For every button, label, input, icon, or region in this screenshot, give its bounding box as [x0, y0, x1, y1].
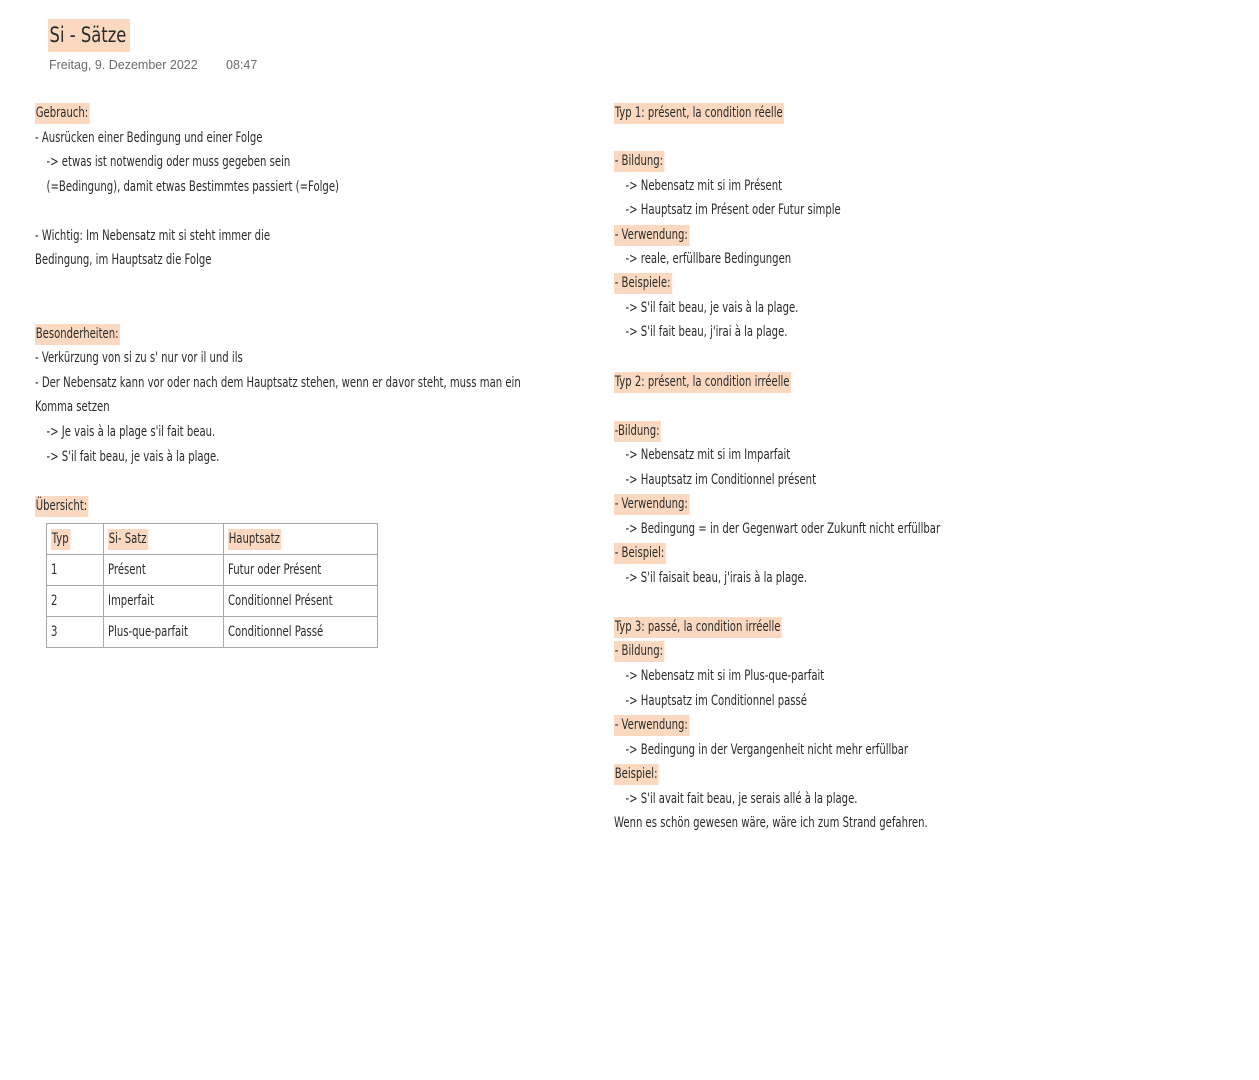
typ2-bildung-line: -> Hauptsatz im Conditionnel présent	[625, 472, 817, 488]
table-cell: Conditionnel Passé	[224, 617, 378, 648]
typ3-heading: Typ 3: passé, la condition irréelle	[614, 615, 782, 639]
typ2-verwendung-line: -> Bedingung = in der Gegenwart oder Zukunft nicht erfüllbar	[625, 521, 941, 537]
gebrauch-heading: Gebrauch:	[35, 101, 90, 125]
typ1-beispiele-label: - Beispiele:	[614, 271, 672, 295]
typ3-bildung-line: -> Nebensatz mit si im Plus-que-parfait	[625, 668, 825, 684]
typ2-bildung-line: -> Nebensatz mit si im Imparfait	[625, 447, 791, 463]
typ1-heading: Typ 1: présent, la condition réelle	[614, 101, 784, 125]
besonderheiten-example: -> S'il fait beau, je vais à la plage.	[46, 449, 220, 465]
typ2-verwendung-label: - Verwendung:	[614, 492, 689, 516]
table-cell: 2	[47, 586, 104, 617]
table-header-cell: Typ	[47, 524, 104, 555]
page-time: 08:47	[226, 58, 258, 72]
typ3-beispiel-label: Beispiel:	[614, 762, 659, 786]
typ2-bildung-label: -Bildung:	[614, 419, 661, 443]
typ1-bildung-line: -> Hauptsatz im Présent oder Futur simple	[625, 202, 841, 218]
table-cell: 3	[47, 617, 104, 648]
table-row	[47, 617, 378, 648]
table-cell: Futur oder Présent	[224, 555, 378, 586]
typ2-heading: Typ 2: présent, la condition irréelle	[614, 370, 791, 394]
table-header-row	[47, 524, 378, 555]
typ3-verwendung-line: -> Bedingung in der Vergangenheit nicht mehr erfüllbar	[625, 742, 909, 758]
typ1-verwendung-line: -> reale, erfüllbare Bedingungen	[625, 251, 792, 267]
page-date: Freitag, 9. Dezember 2022	[49, 58, 198, 72]
besonderheiten-heading: Besonderheiten:	[35, 322, 120, 346]
gebrauch-line: (=Bedingung), damit etwas Bestimmtes passiert (=Folge)	[46, 179, 339, 195]
table-row	[47, 586, 378, 617]
table-cell: 1	[47, 555, 104, 586]
gebrauch-line: - Ausrücken einer Bedingung und einer Folge	[35, 130, 263, 146]
table-cell: Conditionnel Présent	[224, 586, 378, 617]
uebersicht-heading: Übersicht:	[35, 494, 89, 518]
typ3-beispiel-line: -> S'il avait fait beau, je serais allé à la plage.	[625, 791, 858, 807]
typ1-bildung-label: - Bildung:	[614, 149, 664, 173]
wichtig-line: - Wichtig: Im Nebensatz mit si steht immer die	[35, 228, 271, 244]
table-header-cell: Hauptsatz	[224, 524, 378, 555]
table-cell: Présent	[104, 555, 224, 586]
typ1-beispiel-line: -> S'il fait beau, j'irai à la plage.	[625, 324, 788, 340]
besonderheiten-line: - Der Nebensatz kann vor oder nach dem Hauptsatz stehen, wenn er davor steht, muss man ein	[35, 375, 521, 391]
table-cell: Imperfait	[104, 586, 224, 617]
typ1-bildung-line: -> Nebensatz mit si im Présent	[625, 178, 783, 194]
table-row	[47, 555, 378, 586]
overview-table	[46, 523, 378, 648]
typ3-bildung-label: - Bildung:	[614, 639, 664, 663]
wichtig-line: Bedingung, im Hauptsatz die Folge	[35, 252, 212, 268]
typ1-verwendung-label: - Verwendung:	[614, 223, 689, 247]
typ2-beispiel-line: -> S'il faisait beau, j'irais à la plage.	[625, 570, 807, 586]
typ3-translation: Wenn es schön gewesen wäre, wäre ich zum Strand gefahren.	[614, 815, 928, 831]
typ1-beispiel-line: -> S'il fait beau, je vais à la plage.	[625, 300, 799, 316]
page-title: Si - Sätze	[48, 19, 130, 52]
besonderheiten-example: -> Je vais à la plage s'il fait beau.	[46, 424, 216, 440]
typ3-bildung-line: -> Hauptsatz im Conditionnel passé	[625, 693, 807, 709]
table-header-cell: Si- Satz	[104, 524, 224, 555]
besonderheiten-line: - Verkürzung von si zu s' nur vor il und ils	[35, 350, 243, 366]
table-cell: Plus-que-parfait	[104, 617, 224, 648]
right-column	[614, 0, 1244, 1080]
typ3-verwendung-label: - Verwendung:	[614, 713, 689, 737]
gebrauch-line: -> etwas ist notwendig oder muss gegeben sein	[46, 154, 291, 170]
besonderheiten-line: Komma setzen	[35, 399, 110, 415]
typ2-beispiel-label: - Beispiel:	[614, 541, 666, 565]
